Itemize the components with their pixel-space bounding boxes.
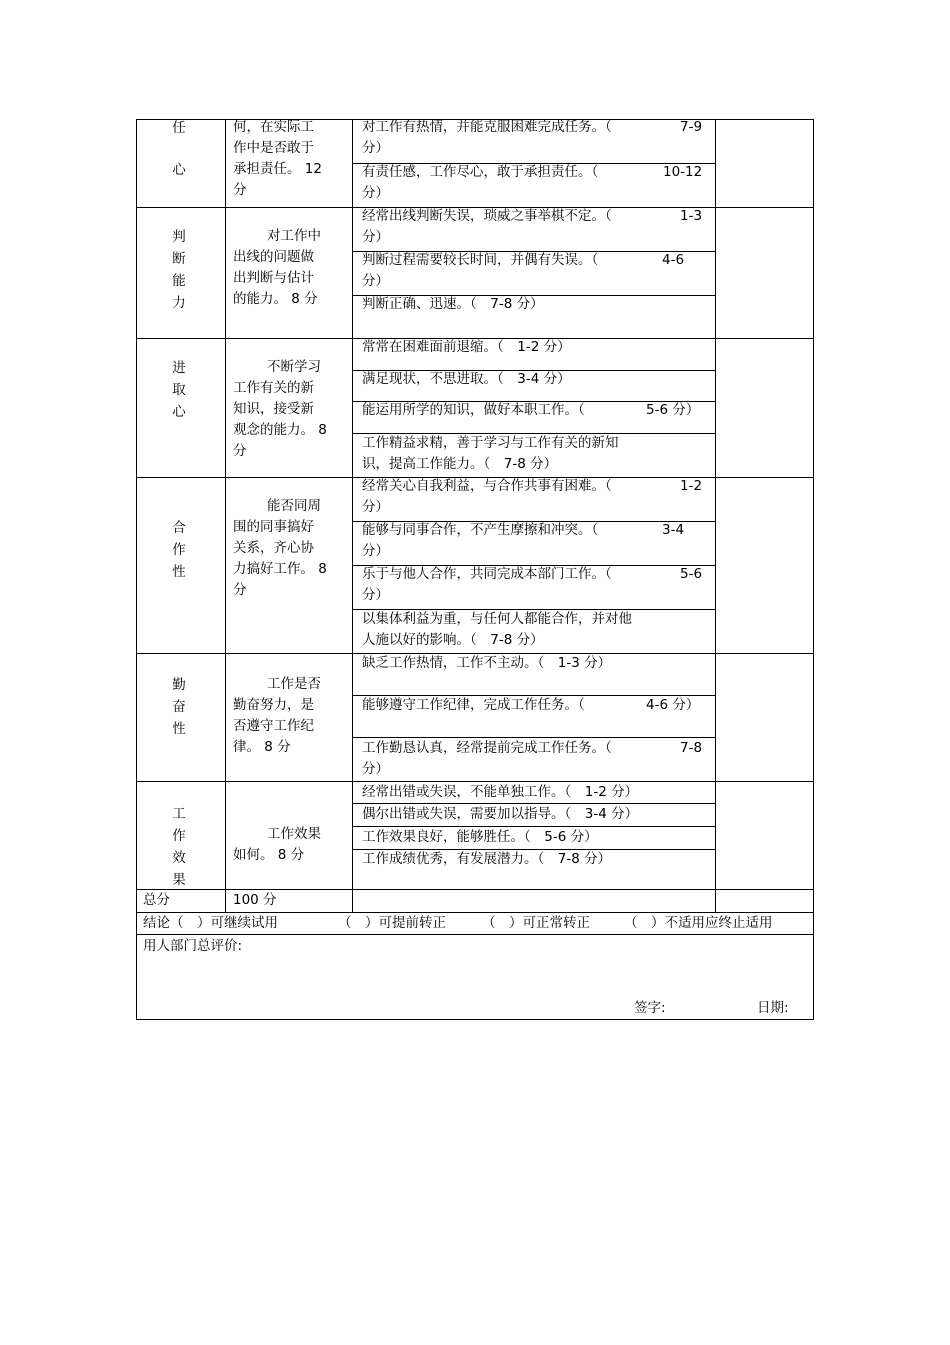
category-char: 取	[172, 382, 186, 398]
total-label: 总分	[143, 892, 170, 908]
category-char: 进	[172, 360, 186, 376]
category-char: 勤	[172, 677, 186, 693]
category-char: 心	[172, 404, 186, 420]
criterion-description: 何，在实际工 作中是否敢于 承担责任。 12 分	[233, 119, 322, 198]
criterion-level: 经常关心自我利益，与合作共事有困难。（ 1-2 分）	[362, 478, 703, 515]
category-char: 性	[172, 564, 186, 580]
criterion-description: 对工作中 出线的问题做 出判断与估计 的能力。 8 分	[233, 228, 321, 307]
category-char: 果	[172, 872, 186, 888]
category-char: 力	[172, 295, 186, 311]
signature-label: 签字:	[634, 1000, 666, 1016]
category-char: 能	[172, 273, 186, 289]
criterion-level: 判断过程需要较长时间，并偶有失误。（ 4-6 分）	[362, 252, 685, 289]
criterion-level: 工作成绩优秀，有发展潜力。（ 7-8 分）	[362, 851, 612, 867]
criterion-level: 以集体利益为重，与任何人都能合作，并对他 人施以好的影响。（ 7-8 分）	[362, 611, 632, 648]
conclusion-early-regular: （ ）可提前转正	[338, 915, 446, 931]
category-char: 工	[172, 806, 186, 822]
criterion-description: 能否同周 围的同事搞好 关系，齐心协 力搞好工作。 8 分	[233, 498, 327, 598]
criterion-level: 工作勤恳认真，经常提前完成工作任务。（ 7-8 分）	[362, 740, 703, 777]
criterion-description: 工作效果 如何。 8 分	[233, 826, 321, 863]
category-char: 奋	[172, 699, 186, 715]
criterion-level: 判断正确、迅速。（ 7-8 分）	[362, 296, 544, 312]
criterion-description: 工作是否 勤奋努力，是 否遵守工作纪 律。 8 分	[233, 676, 321, 755]
category-char: 合	[172, 520, 186, 536]
date-label: 日期:	[757, 1000, 789, 1016]
criterion-level: 对工作有热情，并能克服困难完成任务。（ 7-9 分）	[362, 119, 703, 156]
department-evaluation-label: 用人部门总评价:	[143, 938, 243, 954]
section-divider	[136, 934, 814, 935]
category-char: 作	[172, 828, 186, 844]
criterion-level: 偶尔出错或失误，需要加以指导。（ 3-4 分）	[362, 806, 639, 822]
criterion-level: 能够与同事合作，不产生摩擦和冲突。（ 3-4 分）	[362, 522, 685, 559]
criterion-level: 乐于与他人合作，共同完成本部门工作。（ 5-6 分）	[362, 566, 703, 603]
criterion-level: 经常出线判断失误，琐威之事举棋不定。（ 1-3 分）	[362, 208, 703, 245]
category-char: 判	[172, 229, 186, 245]
criterion-level: 缺乏工作热情，工作不主动。（ 1-3 分）	[362, 655, 612, 671]
criterion-level: 能运用所学的知识，做好本职工作。（ 5-6 分）	[362, 402, 700, 418]
category-char: 任	[172, 120, 186, 136]
category-char: 心	[172, 162, 186, 178]
column-divider-1	[225, 119, 226, 912]
category-char: 效	[172, 850, 186, 866]
criterion-level: 满足现状，不思进取。（ 3-4 分）	[362, 371, 571, 387]
criterion-level: 经常出错或失误，不能单独工作。（ 1-2 分）	[362, 784, 639, 800]
criterion-level: 工作效果良好，能够胜任。（ 5-6 分）	[362, 829, 598, 845]
criterion-description: 不断学习 工作有关的新 知识，接受新 观念的能力。 8 分	[233, 359, 327, 459]
category-char: 断	[172, 251, 186, 267]
criterion-level: 能够遵守工作纪律，完成工作任务。（ 4-6 分）	[362, 697, 700, 713]
criterion-level: 工作精益求精，善于学习与工作有关的新知 识，提高工作能力。（ 7-8 分）	[362, 435, 619, 472]
category-char: 作	[172, 542, 186, 558]
conclusion-continue-trial: 结论（ ）可继续试用	[143, 915, 278, 931]
conclusion-normal-regular: （ ）可正常转正	[482, 915, 590, 931]
total-value: 100 分	[233, 892, 277, 908]
conclusion-terminate: （ ）不适用应终止适用	[624, 915, 773, 931]
criterion-level: 有责任感，工作尽心，敢于承担责任。（ 10-12 分）	[362, 164, 703, 201]
criterion-level: 常常在困难面前退缩。（ 1-2 分）	[362, 339, 571, 355]
category-char: 性	[172, 721, 186, 737]
